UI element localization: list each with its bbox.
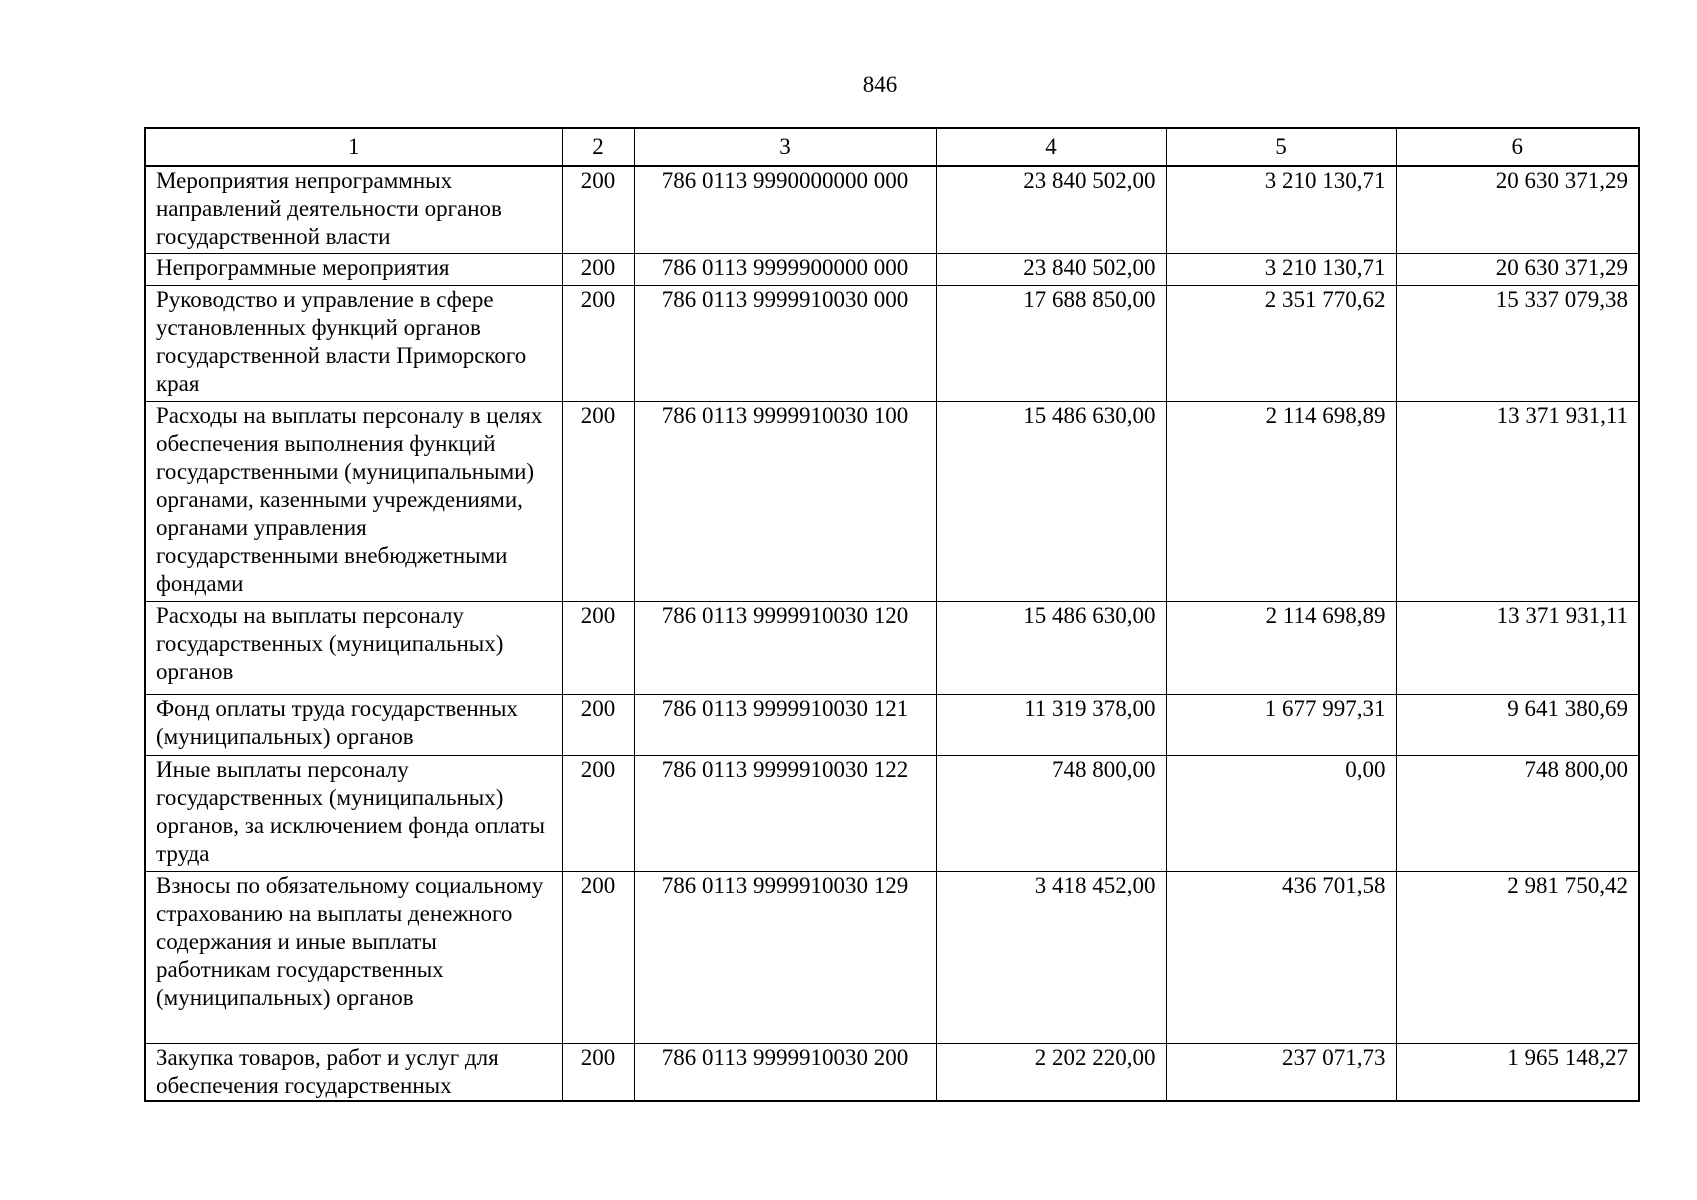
page-number: 846 — [862, 72, 898, 97]
row-approved: 2 202 220,00 — [936, 1043, 1166, 1101]
row-classification: 786 0113 9999910030 000 — [634, 285, 936, 401]
row-name: Непрограммные мероприятия — [145, 253, 562, 285]
row-code: 200 — [562, 1043, 634, 1101]
table-row — [145, 166, 1639, 253]
row-unexecuted: 20 630 371,29 — [1396, 166, 1639, 253]
row-classification: 786 0113 9990000000 000 — [634, 166, 936, 253]
row-approved: 15 486 630,00 — [936, 401, 1166, 601]
row-name: Взносы по обязательному социальному страхованию на выплаты денежного содержания и иные выплаты работникам государственных (муниципальных) органов — [145, 871, 562, 1043]
column-header: 3 — [634, 128, 936, 166]
row-approved: 17 688 850,00 — [936, 285, 1166, 401]
row-code: 200 — [562, 166, 634, 253]
row-name: Мероприятия непрограммных направлений деятельности органов государственной власти — [145, 166, 562, 253]
row-approved: 11 319 378,00 — [936, 694, 1166, 755]
budget-table — [144, 127, 1640, 1102]
row-approved: 23 840 502,00 — [936, 253, 1166, 285]
row-code: 200 — [562, 253, 634, 285]
column-header: 5 — [1166, 128, 1396, 166]
row-unexecuted: 2 981 750,42 — [1396, 871, 1639, 1043]
column-header: 2 — [562, 128, 634, 166]
row-classification: 786 0113 9999910030 120 — [634, 601, 936, 694]
row-executed: 2 351 770,62 — [1166, 285, 1396, 401]
row-name: Иные выплаты персоналу государственных (муниципальных) органов, за исключением фонда оплаты труда — [145, 755, 562, 871]
table-row — [145, 601, 1639, 694]
row-unexecuted: 13 371 931,11 — [1396, 401, 1639, 601]
column-header: 4 — [936, 128, 1166, 166]
row-code: 200 — [562, 694, 634, 755]
row-approved: 15 486 630,00 — [936, 601, 1166, 694]
column-header: 6 — [1396, 128, 1639, 166]
row-unexecuted: 9 641 380,69 — [1396, 694, 1639, 755]
row-code: 200 — [562, 755, 634, 871]
row-classification: 786 0113 9999910030 121 — [634, 694, 936, 755]
row-classification: 786 0113 9999910030 100 — [634, 401, 936, 601]
row-executed: 436 701,58 — [1166, 871, 1396, 1043]
row-name: Фонд оплаты труда государственных (муниципальных) органов — [145, 694, 562, 755]
row-executed: 2 114 698,89 — [1166, 401, 1396, 601]
row-approved: 3 418 452,00 — [936, 871, 1166, 1043]
table-row — [145, 253, 1639, 285]
row-classification: 786 0113 9999910030 200 — [634, 1043, 936, 1101]
row-code: 200 — [562, 871, 634, 1043]
row-executed: 1 677 997,31 — [1166, 694, 1396, 755]
row-name: Руководство и управление в сфере установленных функций органов государственной власти Приморского края — [145, 285, 562, 401]
row-executed: 0,00 — [1166, 755, 1396, 871]
row-approved: 23 840 502,00 — [936, 166, 1166, 253]
row-executed: 3 210 130,71 — [1166, 253, 1396, 285]
row-executed: 3 210 130,71 — [1166, 166, 1396, 253]
header-row — [145, 128, 1639, 166]
row-code: 200 — [562, 401, 634, 601]
row-code: 200 — [562, 285, 634, 401]
row-approved: 748 800,00 — [936, 755, 1166, 871]
row-name: Расходы на выплаты персоналу в целях обеспечения выполнения функций государственными (муниципальными) органами, казенными учреждениями, органами управления государственными внебюджетными фондами — [145, 401, 562, 601]
table-row — [145, 1043, 1639, 1101]
table-row — [145, 401, 1639, 601]
table-row — [145, 755, 1639, 871]
table-row — [145, 871, 1639, 1043]
row-classification: 786 0113 9999910030 122 — [634, 755, 936, 871]
row-executed: 237 071,73 — [1166, 1043, 1396, 1101]
row-name: Расходы на выплаты персоналу государственных (муниципальных) органов — [145, 601, 562, 694]
row-classification: 786 0113 9999900000 000 — [634, 253, 936, 285]
column-header: 1 — [145, 128, 562, 166]
row-executed: 2 114 698,89 — [1166, 601, 1396, 694]
row-classification: 786 0113 9999910030 129 — [634, 871, 936, 1043]
row-unexecuted: 20 630 371,29 — [1396, 253, 1639, 285]
row-code: 200 — [562, 601, 634, 694]
row-name: Закупка товаров, работ и услуг для обеспечения государственных — [145, 1043, 562, 1101]
table-row — [145, 694, 1639, 755]
row-unexecuted: 13 371 931,11 — [1396, 601, 1639, 694]
row-unexecuted: 748 800,00 — [1396, 755, 1639, 871]
row-unexecuted: 1 965 148,27 — [1396, 1043, 1639, 1101]
row-unexecuted: 15 337 079,38 — [1396, 285, 1639, 401]
table-row — [145, 285, 1639, 401]
